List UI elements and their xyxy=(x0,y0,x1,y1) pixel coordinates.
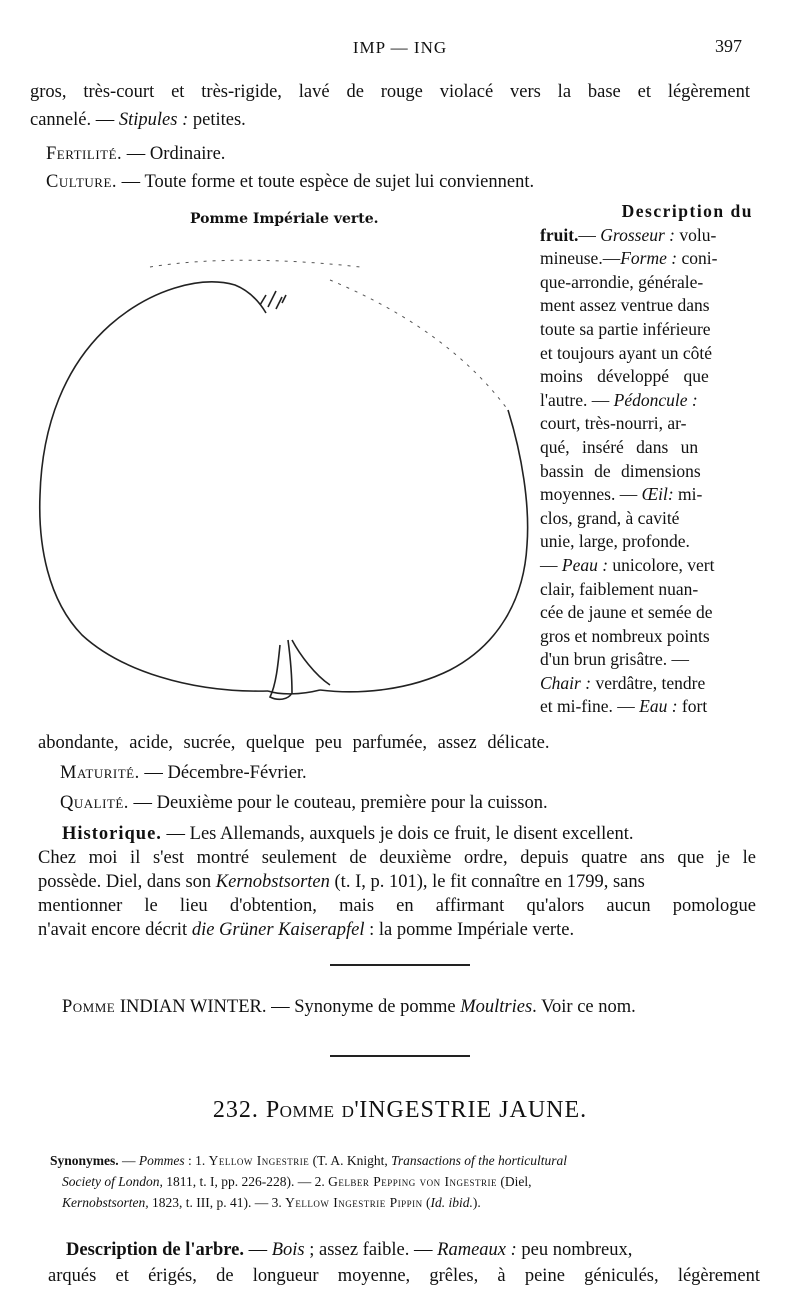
text-span: d' xyxy=(341,1097,360,1123)
running-header: IMP — ING xyxy=(352,38,448,57)
text-line: toute sa partie inférieure xyxy=(540,318,711,339)
text-span: — Les Allemands, auxquels je dois ce fruit, le disent excellent. xyxy=(161,824,634,844)
text-line: et toujours ayant un côté xyxy=(540,342,713,363)
text-span: et mi-fine. — xyxy=(540,696,640,717)
text-line: unie, large, profonde. xyxy=(540,531,690,552)
synonymes-line xyxy=(62,1195,481,1211)
text-span: Gelber Pepping von Ingestrie xyxy=(328,1174,498,1189)
text-span: Œil: xyxy=(641,484,674,505)
text-line: qué, inséré dans un xyxy=(540,436,699,457)
culture-text: — Toute forme et toute espèce de sujet lui conviennent. xyxy=(117,172,535,192)
fruit-description xyxy=(540,200,753,719)
text-line xyxy=(540,672,753,696)
section-name: INGESTRIE JAUNE. xyxy=(359,1097,588,1123)
synonymes-label: Synonymes. xyxy=(50,1153,119,1168)
synonymes-line xyxy=(50,1153,567,1169)
text-span: l'autre. — xyxy=(540,389,614,410)
figure-caption: Pomme Impériale verte. xyxy=(190,211,379,227)
historique-line xyxy=(62,822,634,846)
text-line xyxy=(540,247,753,271)
text-line: moins développé que xyxy=(540,366,709,387)
text-span: Pomme xyxy=(265,1097,335,1123)
text-span: Kernobstsorten xyxy=(215,872,330,892)
text-span: Transactions of the horticultural xyxy=(391,1153,568,1168)
section-number: 232. xyxy=(212,1097,259,1123)
maturite-text: — Décembre-Février. xyxy=(139,763,307,783)
fertilite-label: Fertilité. xyxy=(46,144,123,164)
section-title xyxy=(0,1097,800,1124)
text-span: (T. A. Knight, xyxy=(309,1153,392,1168)
text-line xyxy=(540,389,753,413)
text-span: verdâtre, tendre xyxy=(591,672,706,693)
text-span: INDIAN WINTER. — Synonyme de pomme xyxy=(115,997,461,1017)
historique-label: Historique. xyxy=(62,824,162,844)
text-line: bassin de dimensions xyxy=(540,460,701,481)
qualite-text: — Deuxième pour le couteau, première pour la cuisson. xyxy=(128,793,548,813)
text-span: petites. xyxy=(188,110,246,130)
text-span: — xyxy=(578,224,601,245)
text-line: abondante, acide, sucrée, quelque peu parfumée, assez délicate. xyxy=(38,733,550,753)
text-line: d'un brun grisâtre. — xyxy=(540,649,689,670)
text-line: court, très-nourri, ar- xyxy=(540,413,687,434)
text-line: ment assez ventrue dans xyxy=(540,295,710,316)
maturite-line xyxy=(60,761,307,785)
separator-rule xyxy=(330,964,470,966)
text-span: fruit. xyxy=(540,224,579,245)
text-span: Stipules : xyxy=(118,110,189,130)
text-span: — xyxy=(118,1153,139,1168)
maturite-label: Maturité. xyxy=(60,763,140,783)
text-span: Id. ibid. xyxy=(430,1195,473,1210)
text-span: mineuse.— xyxy=(540,248,621,269)
arbre-line xyxy=(66,1238,632,1262)
text-span: ( xyxy=(422,1195,431,1210)
apple-outline-figure xyxy=(30,245,540,705)
text-line: que-arrondie, générale- xyxy=(540,271,704,292)
text-line xyxy=(540,554,753,578)
text-span: fort xyxy=(677,696,708,717)
text-span: Peau : xyxy=(561,554,609,575)
culture-line xyxy=(46,170,534,194)
text-span: n'avait encore décrit xyxy=(38,920,192,940)
text-span: mi- xyxy=(673,484,703,505)
text-span: die Grüner Kaiserapfel xyxy=(191,920,365,940)
culture-label: Culture. xyxy=(46,172,118,192)
fertilite-text: — Ordinaire. xyxy=(122,144,226,164)
text-line: clos, grand, à cavité xyxy=(540,507,680,528)
text-span: Society of London, xyxy=(62,1174,163,1189)
text-line xyxy=(30,108,246,132)
text-span: peu nombreux, xyxy=(516,1240,633,1260)
text-span: (t. I, p. 101), le fit connaître en 1799, sans xyxy=(329,872,645,892)
synonymes-line xyxy=(62,1174,532,1190)
text-span: coni- xyxy=(677,248,718,269)
text-span: possède. Diel, dans son xyxy=(38,872,216,892)
text-span: Moultries xyxy=(460,997,533,1017)
text-span: : la pomme Impériale verte. xyxy=(364,920,575,940)
text-span: Kernobstsorten, xyxy=(62,1195,149,1210)
text-line xyxy=(540,695,753,719)
qualite-label: Qualité. xyxy=(60,793,129,813)
text-line xyxy=(38,870,645,894)
text-span: Yellow Ingestrie Pippin xyxy=(285,1195,423,1210)
text-span: moyennes. — xyxy=(540,484,642,505)
text-span: Forme : xyxy=(620,248,678,269)
text-line xyxy=(38,918,574,942)
text-span: — xyxy=(540,554,562,575)
text-span: 1823, t. III, p. 41). — 3. xyxy=(148,1195,286,1210)
text-line xyxy=(540,224,753,248)
qualite-line xyxy=(60,791,548,815)
text-span: Pédoncule : xyxy=(613,389,698,410)
text-span: volu- xyxy=(674,224,717,245)
text-span: cannelé. — xyxy=(30,110,119,130)
text-span: 1811, t. I, pp. 226-228). — 2. xyxy=(162,1174,329,1189)
indian-winter-line xyxy=(62,995,636,1019)
text-line: arqués et érigés, de longueur moyenne, grêles, à peine géniculés, légèrement xyxy=(48,1266,760,1286)
text-span: Grosseur : xyxy=(600,224,675,245)
text-span: ). xyxy=(472,1195,481,1210)
fruit-heading: Description du xyxy=(621,201,753,221)
text-span: Eau : xyxy=(639,696,678,717)
text-span: ; assez faible. — xyxy=(304,1240,438,1260)
text-span: (Diel, xyxy=(497,1174,532,1189)
text-span: unicolore, vert xyxy=(608,554,715,575)
text-line: cée de jaune et semée de xyxy=(540,602,713,623)
page-number: 397 xyxy=(715,36,742,56)
text-span: Pommes xyxy=(138,1153,185,1168)
text-line: mentionner le lieu d'obtention, mais en affirmant qu'alors aucun pomologue xyxy=(38,896,756,916)
text-line: gros et nombreux points xyxy=(540,625,710,646)
text-span: Chair : xyxy=(540,672,592,693)
text-span: Rameaux : xyxy=(437,1240,517,1260)
arbre-label: Description de l'arbre. xyxy=(66,1240,244,1260)
fertilite-line xyxy=(46,142,225,166)
text-span: Pomme xyxy=(62,997,116,1017)
text-span: — xyxy=(243,1240,272,1260)
text-span: Yellow Ingestrie xyxy=(208,1153,310,1168)
text-line xyxy=(540,483,753,507)
text-span: Bois xyxy=(271,1240,305,1260)
text-line: Chez moi il s'est montré seulement de deuxième ordre, depuis quatre ans que je le xyxy=(38,848,756,868)
text-span: : 1. xyxy=(184,1153,209,1168)
text-line: gros, très-court et très-rigide, lavé de rouge violacé vers la base et légèrement xyxy=(30,82,750,102)
text-line: clair, faiblement nuan- xyxy=(540,578,699,599)
separator-rule xyxy=(330,1055,470,1057)
text-span: . Voir ce nom. xyxy=(532,997,636,1017)
